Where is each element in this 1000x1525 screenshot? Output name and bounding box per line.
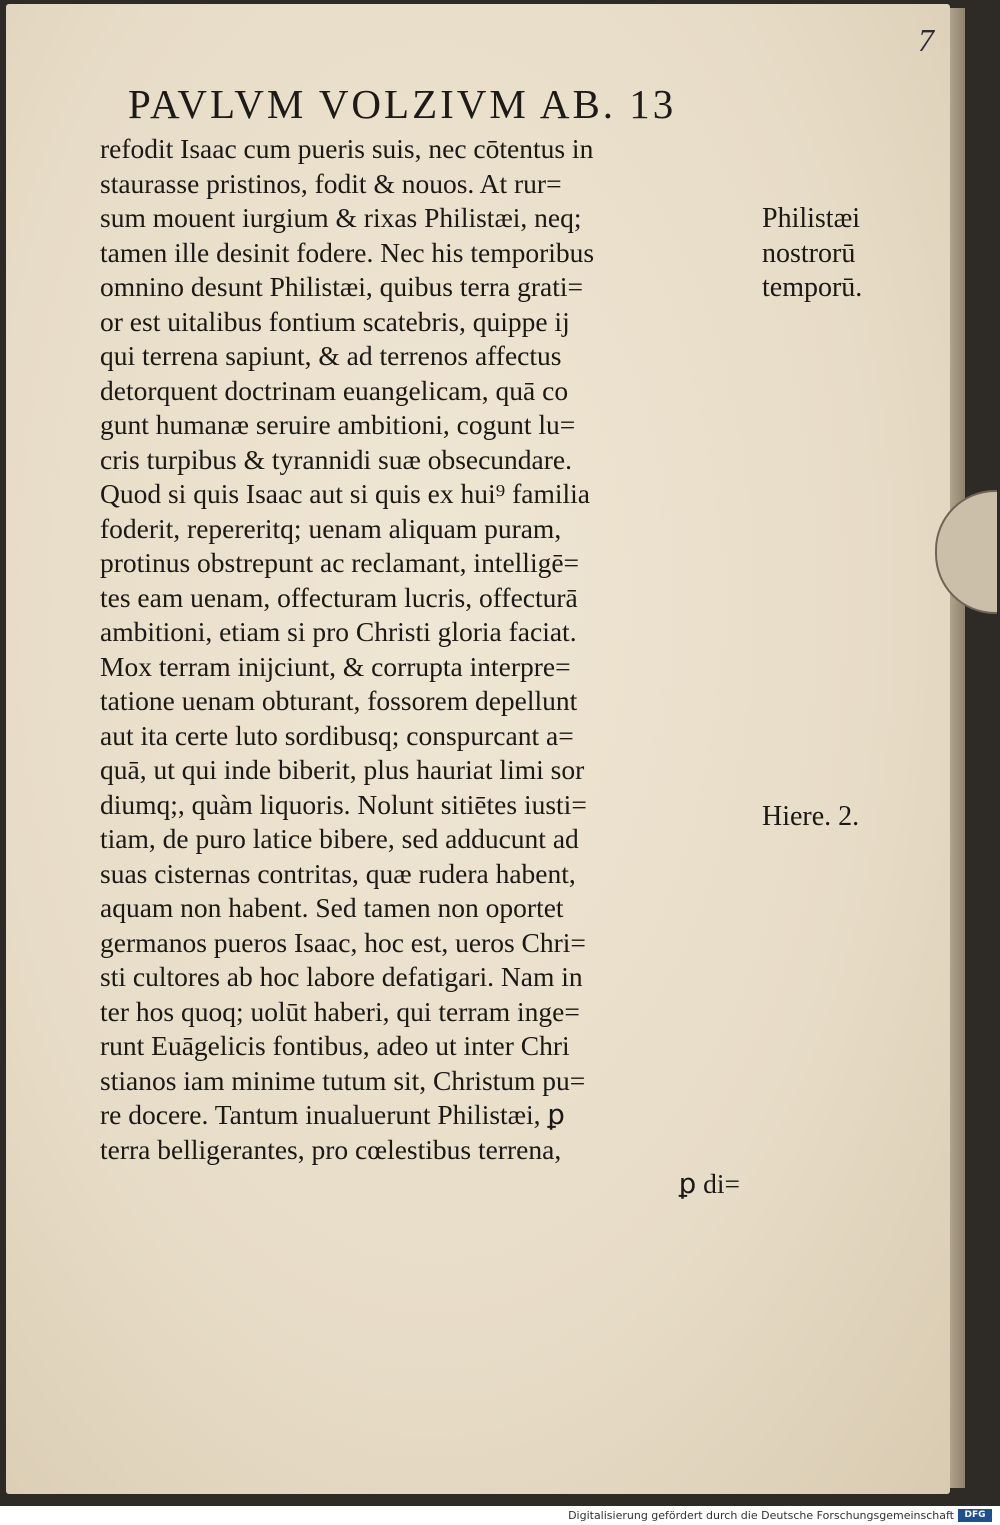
body-line: sum mouent iurgium & rixas Philistæi, neq;	[100, 202, 582, 233]
body-line: ambitioni, etiam si pro Christi gloria faciat.	[100, 616, 577, 647]
body-line: or est uitalibus fontium scatebris, quippe ij	[100, 305, 570, 337]
body-line: germanos pueros Isaac, hoc est, ueros Chri=	[100, 926, 586, 958]
body-line: omnino desunt Philistæi, quibus terra grati=	[100, 271, 583, 302]
footer-bar	[0, 1506, 1000, 1525]
body-line: tamen ille desinit fodere. Nec his temporibus	[100, 236, 595, 268]
body-line: Mox terram inijciunt, & corrupta interpre=	[100, 650, 571, 682]
margin-note-line: Philistæi	[762, 203, 861, 234]
dfg-logo: DFG	[958, 1509, 992, 1522]
body-line: gunt humanæ seruire ambitioni, cogunt lu=	[100, 409, 576, 440]
margin-note-line: Hiere. 2.	[762, 801, 860, 832]
body-text	[100, 132, 750, 1202]
body-line: detorquent doctrinam euangelicam, quā co	[100, 374, 569, 406]
body-line: quā, ut qui inde biberit, plus hauriat limi sor	[100, 754, 585, 785]
funding-credit: Digitalisierung gefördert durch die Deutsche Forschungsgemeinschaft	[568, 1509, 954, 1522]
margin-note-philistaei	[762, 202, 862, 306]
body-line: cris turpibus & tyrannidi suæ obsecundare.	[100, 443, 572, 475]
body-line: ter hos quoq; uolūt haberi, qui terram inge=	[100, 995, 580, 1027]
body-line: refodit Isaac cum pueris suis, nec cōtentus in	[100, 133, 594, 164]
catchword: ꝑ di=	[678, 1168, 740, 1199]
body-line: aut ita certe luto sordibusq; conspurcant a=	[100, 719, 574, 751]
running-head: PAVLVM VOLZIVM AB. 13	[128, 81, 677, 127]
body-line: tiam, de puro latice bibere, sed adducunt ad	[100, 823, 579, 854]
body-line: re docere. Tantum inualuerunt Philistæi, ꝑ	[100, 1099, 565, 1130]
body-line: staurasse pristinos, fodit & nouos. At rur=	[100, 167, 562, 199]
margin-note-line: nostrorū	[762, 237, 856, 269]
body-line: Quod si quis Isaac aut si quis ex hui⁹ familia	[100, 478, 590, 509]
body-line: protinus obstrepunt ac reclamant, intelligē=	[100, 547, 580, 578]
body-line: aquam non habent. Sed tamen non oportet	[100, 892, 564, 923]
body-line: stianos iam minime tutum sit, Christum pu=	[100, 1064, 586, 1096]
body-line: foderit, repereritq; uenam aliquam puram,	[100, 512, 562, 544]
body-line: tes eam uenam, offecturam lucris, offecturā	[100, 581, 578, 613]
body-line: suas cisternas contritas, quæ rudera habent,	[100, 857, 576, 889]
body-line: sti cultores ab hoc labore defatigari. Nam in	[100, 961, 583, 992]
body-line: tatione uenam obturant, fossorem depellunt	[100, 685, 578, 716]
margin-note-hiere	[762, 800, 859, 835]
body-line: diumq;, quàm liquoris. Nolunt sitiētes iusti=	[100, 788, 587, 820]
body-line: terra belligerantes, pro cœlestibus terrena,	[100, 1133, 562, 1165]
folio-mark: 7	[918, 22, 934, 58]
body-line: runt Euāgelicis fontibus, adeo ut inter Chri	[100, 1030, 570, 1061]
body-line: qui terrena sapiunt, & ad terrenos affectus	[100, 340, 562, 371]
margin-note-line: temporū.	[762, 272, 863, 303]
